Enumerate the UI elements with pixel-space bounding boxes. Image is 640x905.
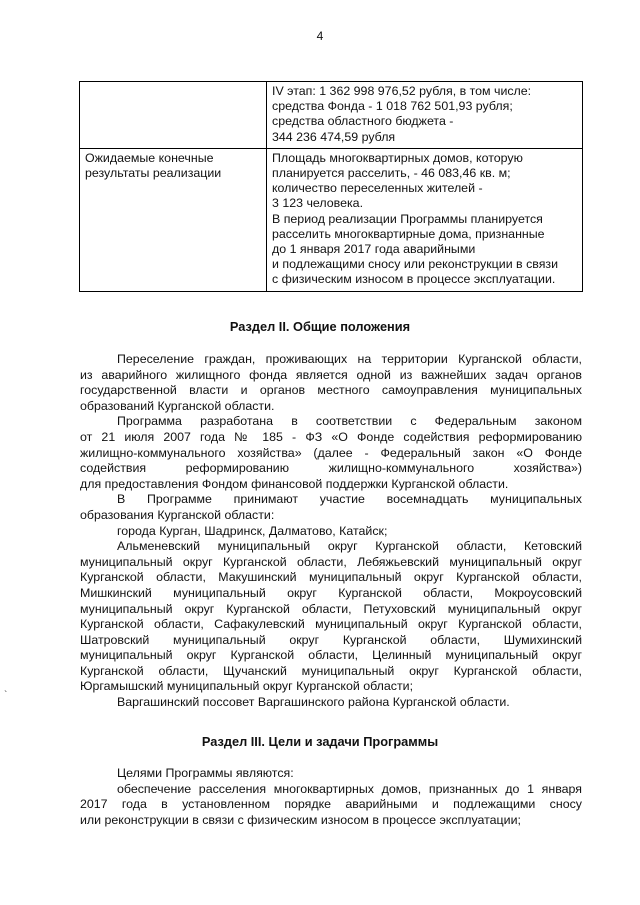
row1-text-cell — [267, 82, 583, 149]
cell-line: расселить многоквартирные дома, признанные — [272, 226, 545, 241]
text-line: образований Курганской области. — [80, 398, 275, 413]
cell-line: 344 236 474,59 рубля — [272, 129, 396, 144]
page-number: 4 — [316, 29, 324, 43]
text-line: содействия реформированию жилищно-коммунального хозяйства») — [80, 461, 582, 476]
section2-body — [80, 352, 582, 711]
text-line: Мишкинский муниципальный округ Курганской области, Мокроусовский — [80, 585, 582, 600]
cell-line: количество переселенных жителей - — [272, 181, 483, 196]
text-line: Курганской области, Сафакулевский муниципальный округ Курганской области, — [80, 617, 582, 632]
table-row — [80, 148, 583, 291]
text-line: Курганской области, Щучанский муниципальный округ Курганской области, — [80, 663, 582, 678]
row2-label-cell — [80, 148, 267, 291]
cell-line: 3 123 человека. — [272, 196, 364, 211]
text-line: из аварийного жилищного фонда является одной из важнейших задач органов — [80, 367, 582, 382]
cell-line: результаты реализации — [85, 166, 222, 181]
margin-mark: ` — [4, 690, 8, 701]
row2-text-cell — [267, 148, 583, 291]
text-line: Варгашинский поссовет Варгашинского района Курганской области. — [117, 695, 510, 710]
text-line: жилищно-коммунального хозяйства» (далее - Федеральный закон «О Фонде — [80, 445, 582, 460]
cell-line: до 1 января 2017 года аварийными — [272, 242, 476, 257]
text-line: Курганской области, Макушинский муниципальный округ Курганской области, — [80, 570, 582, 585]
cell-line: средства Фонда - 1 018 762 501,93 рубля; — [272, 99, 513, 114]
section3-title: Раздел III. Цели и задачи Программы — [201, 734, 439, 749]
text-line: Переселение граждан, проживающих на территории Курганской области, — [117, 352, 582, 366]
section3-body — [80, 766, 582, 828]
text-line: Целями Программы являются: — [117, 766, 294, 780]
cell-line: с физическим износом в процессе эксплуатации. — [272, 272, 556, 287]
text-line: от 21 июля 2007 года № 185 - ФЗ «О Фонде содействия реформированию — [80, 429, 582, 444]
table-row — [80, 82, 583, 149]
text-line: В Программе принимают участие восемнадцать муниципальных — [117, 492, 582, 507]
cell-line: средства областного бюджета - — [272, 114, 454, 129]
row1-label-cell — [80, 82, 267, 149]
text-line: муниципальный округ Курганской области, Лебяжьевский муниципальный округ — [80, 554, 582, 569]
cell-line: Площадь многоквартирных домов, которую — [272, 150, 523, 165]
text-line: обеспечение расселения многоквартирных домов, признанных до 1 января — [117, 781, 582, 796]
text-line: 2017 года в установленном порядке аварийными и подлежащими сносу — [80, 797, 582, 812]
text-line: государственной власти и органов местного самоуправления муниципальных — [80, 383, 582, 398]
text-line: города Курган, Шадринск, Далматово, Катайск; — [117, 523, 388, 538]
passport-table — [79, 81, 583, 292]
cell-line: Ожидаемые конечные — [85, 150, 214, 165]
cell-line: IV этап: 1 362 998 976,52 рубля, в том числе: — [272, 84, 532, 98]
section2-title: Раздел II. Общие положения — [229, 319, 411, 334]
text-line: Юргамышский муниципальный округ Курганской области; — [80, 679, 414, 694]
text-line: для предоставления Фондом финансовой поддержки Курганской области. — [80, 476, 509, 491]
text-line: Альменевский муниципальный округ Курганской области, Кетовский — [117, 539, 582, 554]
cell-line: планируется расселить, - 46 083,46 кв. м; — [272, 166, 511, 181]
text-line: муниципальный округ Курганской области, Петуховский муниципальный округ — [80, 601, 582, 616]
text-line: или реконструкции в связи с физическим износом в процессе эксплуатации; — [80, 812, 521, 827]
text-line: образования Курганской области: — [80, 507, 275, 522]
cell-line: В период реализации Программы планируется — [272, 211, 543, 226]
text-line: муниципальный округ Курганской области, Целинный муниципальный округ — [80, 648, 582, 663]
text-line: Программа разработана в соответствии с Федеральным законом — [117, 414, 582, 429]
cell-line: и подлежащими сносу или реконструкции в связи — [272, 257, 559, 272]
text-line: Шатровский муниципальный округ Курганской области, Шумихинский — [80, 632, 582, 647]
